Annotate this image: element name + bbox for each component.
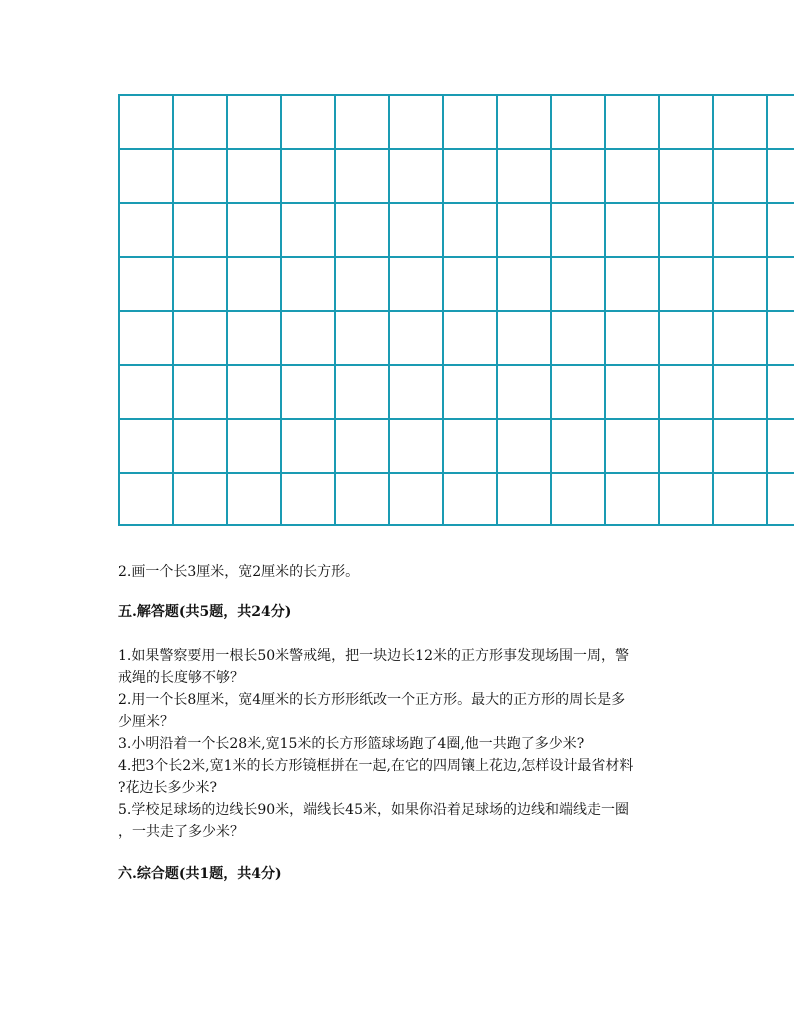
q2-line-2: 少厘米？: [118, 714, 174, 730]
q4-line-1: 4.把3个长2米,宽1米的长方形镜框拼在一起,在它的四周镶上花边,怎样设计最省材料: [118, 758, 634, 774]
q5-line-2: ，一共走了多少米？: [118, 824, 244, 840]
drawing-grid: [118, 94, 794, 526]
q3-line: 3.小明沿着一个长28米,宽15米的长方形篮球场跑了4圈,他一共跑了多少米?: [118, 736, 585, 752]
q5-line-1: 5.学校足球场的边线长90米，端线长45米，如果你沿着足球场的边线和端线走一圈: [118, 802, 629, 818]
section-5-title: 五.解答题(共5题，共24分): [118, 604, 292, 620]
q1-line-1: 1.如果警察要用一根长50米警戒绳，把一块边长12米的正方形事发现场围一周，警: [118, 648, 629, 664]
q4-line-2: ?花边长多少米?: [118, 780, 218, 796]
question-draw-rectangle: 2.画一个长3厘米，宽2厘米的长方形。: [118, 564, 360, 580]
q2-line-1: 2.用一个长8厘米，宽4厘米的长方形形纸改一个正方形。最大的正方形的周长是多: [118, 692, 626, 708]
q1-line-2: 戒绳的长度够不够？: [118, 670, 244, 686]
section-6-title: 六.综合题(共1题，共4分): [118, 866, 282, 882]
grid-lines: [118, 94, 794, 526]
